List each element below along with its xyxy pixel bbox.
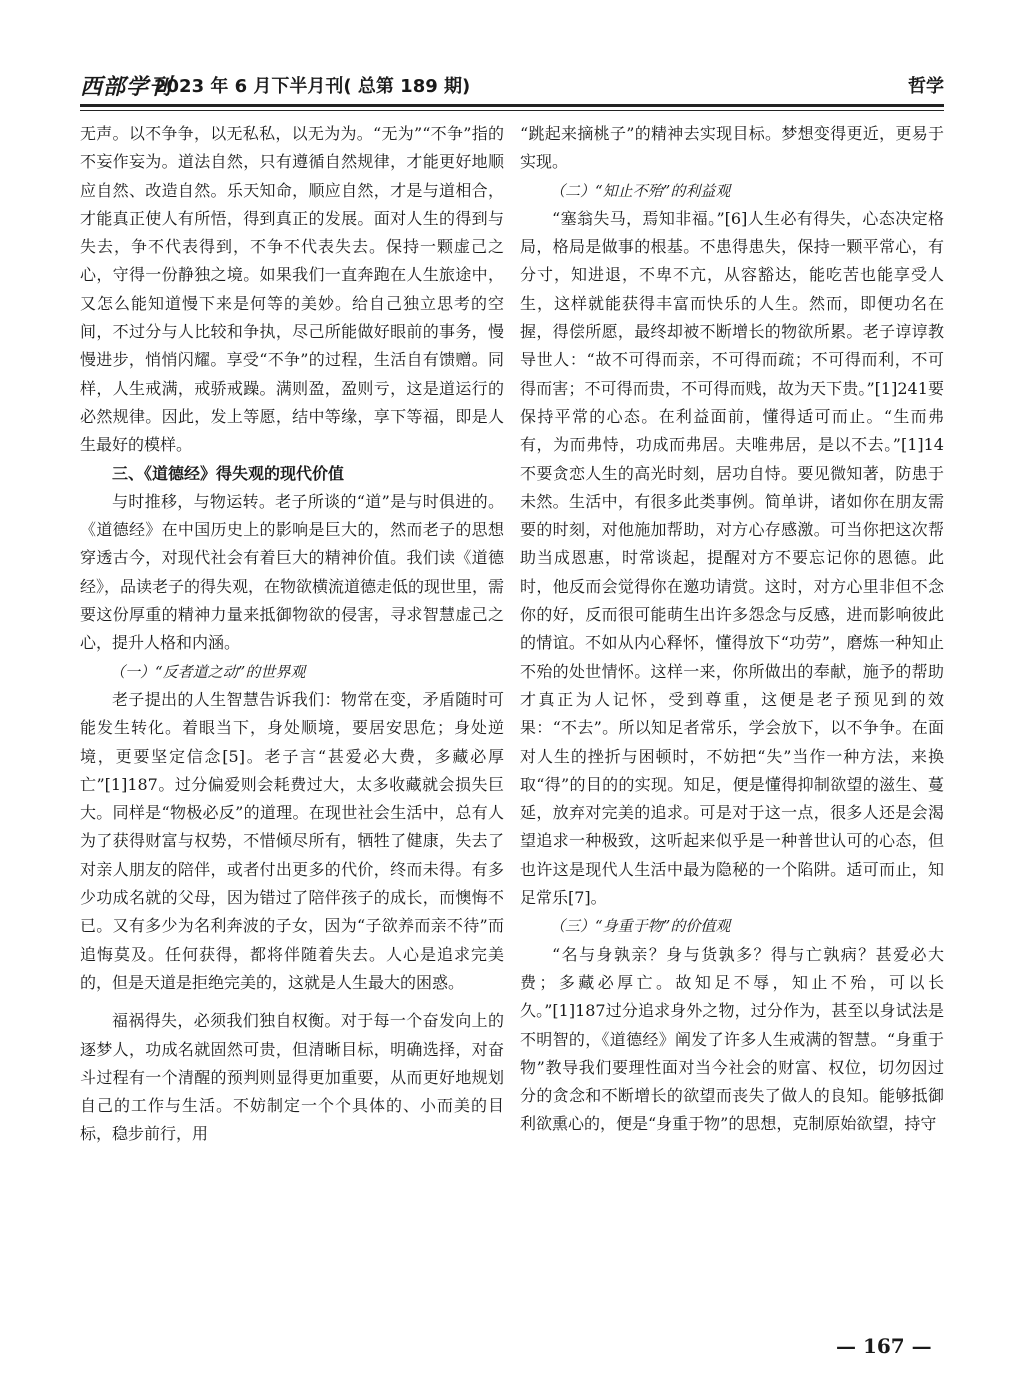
- paragraph: 福祸得失，必须我们独自权衡。对于每一个奋发向上的逐梦人，功成名就固然可贵，但清晰目标，明确选择，对奋斗过程有一个清醒的预判则显得更加重要，从而更好地规划自己的工作与生活。不妨制定一个个具体的、小而美的目标，稳步前行，用: [80, 1011, 504, 1144]
- paragraph: 与时推移，与物运转。老子所谈的“道”是与时俱进的。《道德经》在中国历史上的影响是巨大的，然而老子的思想穿透古今，对现代社会有着巨大的精神价值。我们读《道德经》，品读老子的得失观，在物欲横流道德走低的现世里，需要这份厚重的精神力量来抵御物欲的侵害，寻求智慧虚己之心，提升人格和内涵。: [80, 491, 505, 653]
- subsection-heading: （一）“反者道之动”的世界观: [110, 662, 306, 681]
- paragraph: 无声。以不争争，以无私私，以无为为。“无为”“不争”指的不妄作妄为。道法自然，只有遵循自然规律，才能更好地顺应自然、改造自然。乐天知命，顺应自然，才是与道相合，才能真正使人有所悟，得到真正的发展。面对人生的得到与失去，争不代表得到，不争不代表失去。保持一颗虚己之心，守得一份静独之境。如果我们一直奔跑在人生旅途中，又怎么能知道慢下来是何等的美妙。给自己独立思考的空间，不过分与人比较和争执，尽己所能做好眼前的事务，慢慢进步，悄悄闪耀。享受“不争”的过程，生活自有馈赠。同样，人生戒满，戒骄戒躁。满则盈，盈则亏，这是道运行的必然规律。因此，发上等愿，结中等缘，享下等福，即是人生最好的模样。: [80, 124, 504, 455]
- spacer: [80, 997, 504, 1007]
- left-column: [80, 120, 504, 1149]
- header-rule-thin: [80, 110, 944, 111]
- header-rule-thick: [80, 104, 944, 107]
- paragraph: “塞翁失马，焉知非福。”[6]人生必有得失，心态决定格局，格局是做事的根基。不患得患失，保持一颗平常心，有分寸，知进退，不卑不亢，从容豁达，能吃苦也能享受人生，这样就能获得丰富而快乐的人生。然而，即便功名在握，得偿所愿，最终却被不断增长的物欲所累。老子谆谆教导世人：“故不可得而亲，不可得而疏；不可得而利，不可得而害；不可得而贵，不可得而贱，故为天下贵。”[1]241要保持平常的心态。在利益面前，懂得适可而止。“生而弗有，为而弗恃，功成而弗居。夫唯弗居，是以不去。”[1]14不要贪恋人生的高光时刻，居功自恃。要见微知著，防患于未然。生活中，有很多此类事例。简单讲，诸如你在朋友需要的时刻，对他施加帮助，对方心存感激。可当你把这次帮助当成恩惠，时常谈起，提醒对方不要忘记你的恩德。此时，他反而会觉得你在邀功请赏。这时，对方心里非但不念你的好，反而很可能萌生出许多怨念与反感，进而影响彼此的情谊。不如从内心释怀，懂得放下“功劳”，磨炼一种知止不殆的处世情怀。这样一来，你所做出的奉献，施予的帮助才真正为人记怀，受到尊重，这便是老子预见到的效果：“不去”。所以知足者常乐，学会放下，以不争争。在面对人生的挫折与困顿时，不妨把“失”当作一种方法，来换取“得”的目的的实现。知足，便是懂得抑制欲望的滋生、蔓延，放弃对完美的追求。可是对于这一点，很多人还是会渴望追求一种极致，这听起来似乎是一种普世认可的心态，但也许这是现代人生活中最为隐秘的一个陷阱。适可而止，知足常乐[7]。: [520, 208, 944, 908]
- paragraph: “跳起来摘桃子”的精神去实现目标。梦想变得更近，更易于实现。: [520, 124, 944, 172]
- subsection-heading: （三）“身重于物”的价值观: [550, 917, 731, 936]
- page-header: [80, 66, 944, 100]
- subsection-heading: （二）“知止不殆”的利益观: [550, 181, 731, 200]
- page-number: — 167 —: [836, 1334, 932, 1358]
- paragraph: “名与身孰亲？身与货孰多？得与亡孰病？甚爱必大费；多藏必厚亡。故知足不辱，知止不殆，可以长久。”[1]187过分追求身外之物，过分作为，甚至以身试法是不明智的，《道德经》阐发了许多人生戒满的智慧。“身重于物”教导我们要理性面对当今社会的财富、权位，切勿因过分的贪念和不断增长的欲望而丧失了做人的良知。能够抵御利欲熏心的，便是“身重于物”的思想，克制原始欲望，持守: [520, 944, 944, 1134]
- issue-info: 2023 年 6 月下半月刊( 总第 189 期): [154, 76, 471, 97]
- paragraph: 老子提出的人生智慧告诉我们：物常在变，矛盾随时可能发生转化。着眼当下，身处顺境，要居安思危；身处逆境，更要坚定信念[5]。老子言“甚爱必大费，多藏必厚亡”[1]187。过分偏爱则会耗费过大，太多收藏就会损失巨大。同样是“物极必反”的道理。在现世社会生活中，总有人为了获得财富与权势，不惜倾尽所有，牺牲了健康，失去了对亲人朋友的陪伴，或者付出更多的代价，终而未得。有多少功成名就的父母，因为错过了陪伴孩子的成长，而懊悔不已。又有多少为名利奔波的子女，因为“子欲养而亲不待”而追悔莫及。任何获得，都将伴随着失去。人心是追求完美的，但是天道是拒绝完美的，这就是人生最大的困惑。: [80, 689, 504, 992]
- section-name: 哲学: [908, 76, 944, 97]
- section-heading: 三、《道德经》得失观的现代价值: [112, 463, 345, 483]
- right-column: [520, 120, 944, 1139]
- journal-logo: 西部学刊: [80, 74, 173, 100]
